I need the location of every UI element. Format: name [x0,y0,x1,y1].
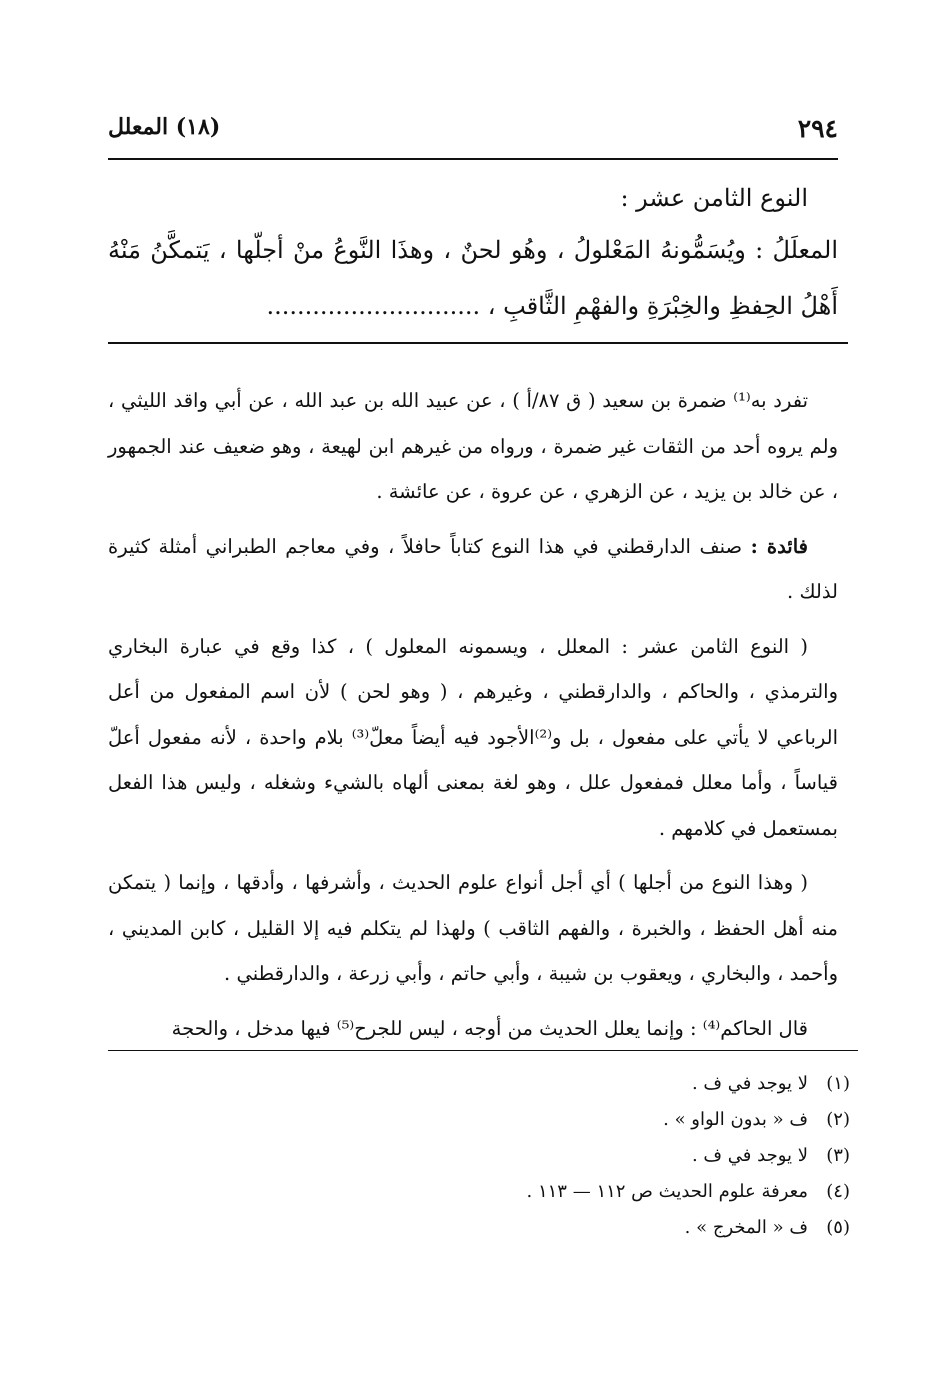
matn-heading: النوع الثامن عشر : [620,184,808,212]
paragraph-fa-ida [108,524,838,615]
footnote [108,1066,850,1102]
paragraph: ( النوع الثامن عشر : المعلل ، ويسمونه المعلول ) ، كذا وقع في عبارة البخاري والترمذي ، والحاكم ، والدارقطني ، وغيرهم ، ( وهو لحن ) لأن اسم المفعول من أعل الرباعي لا يأتي على مفعول ، بل و⁽²⁾الأجود فيه أيضاً معلّ⁽³⁾ بلام واحدة ، لأنه مفعول أعلّ قياساً ، وأما معلل فمفعول علل ، وهو لغة بمعنى ألهاه بالشيء وشغله ، وليس هذا الفعل بمستعمل في كلامهم . [108,634,838,840]
footnote [108,1174,850,1210]
footnote-text: ف « المخرج » . [684,1217,808,1238]
footnote-text: ف « بدون الواو » . [663,1109,808,1130]
paragraph: ( وهذا النوع من أجلها ) أي أجل أنواع علوم الحديث ، وأشرفها ، وأدقها ، وإنما ( يتمكن منه أهل الحفظ ، والخبرة ، والفهم الثاقب ) ولهذا لم يتكلم فيه إلا القليل ، كابن المديني ، وأحمد ، والبخاري ، ويعقوب بن شيبة ، وأبي حاتم ، وأبي زرعة ، والدارقطني . [108,871,838,985]
paragraph: قال الحاكم⁽⁴⁾ : وإنما يعلل الحديث من أوجه ، ليس للجرح⁽⁵⁾ فيها مدخل ، والحجة [171,1016,808,1040]
footnote-number: (١) [826,1073,850,1094]
footnotes [108,1066,850,1246]
matn-rule [108,342,848,344]
paragraph: تفرد به⁽¹⁾ ضمرة بن سعيد ( ق ٨٧/أ ) ، عن عبيد الله بن عبد الله ، عن أبي واقد الليثي ، ولم يروه أحد من الثقات غير ضمرة ، ورواه من غيرهم ابن لهيعة ، وهو ضعيف عند الجمهور ، عن خالد بن يزيد ، عن الزهري ، عن عروة ، عن عائشة . [108,389,838,503]
footnote [108,1102,850,1138]
page-number: ٢٩٤ [797,114,838,143]
footnote-number: (٤) [826,1181,850,1202]
header-rule [108,158,838,160]
footnote [108,1210,850,1246]
fa-ida-text: صنف الدارقطني في هذا النوع كتاباً حافلاً ، وفي معاجم الطبراني أمثلة كثيرة لذلك . [108,534,838,603]
chapter-title: (١٨) المعلل [108,114,221,140]
footnote-number: (٣) [826,1145,850,1166]
footnote-number: (٥) [826,1217,850,1238]
footnote [108,1138,850,1174]
commentary [108,378,838,1060]
footnote-rule [108,1050,858,1051]
footnote-text: لا يوجد في ف . [691,1073,808,1094]
footnote-number: (٢) [826,1109,850,1130]
running-header [108,114,838,154]
fa-ida-label: فائدة : [750,534,808,558]
matn-block [108,174,838,334]
footnote-text: معرفة علوم الحديث ص ١١٢ — ١١٣ . [526,1181,808,1202]
matn-text: المعلَلُ : ويُسَمُّونهُ المَعْلولُ ، وهُو لحنٌ ، وهذَا النَّوعُ منْ أجلّها ، يَتمكَّنُ مَنْهُ أَهْلُ الحِفظِ والخِبْرَةِ والفهْمِ الثَّاقبِ ، ............................ [108,236,838,320]
footnote-text: لا يوجد في ف . [691,1145,808,1166]
